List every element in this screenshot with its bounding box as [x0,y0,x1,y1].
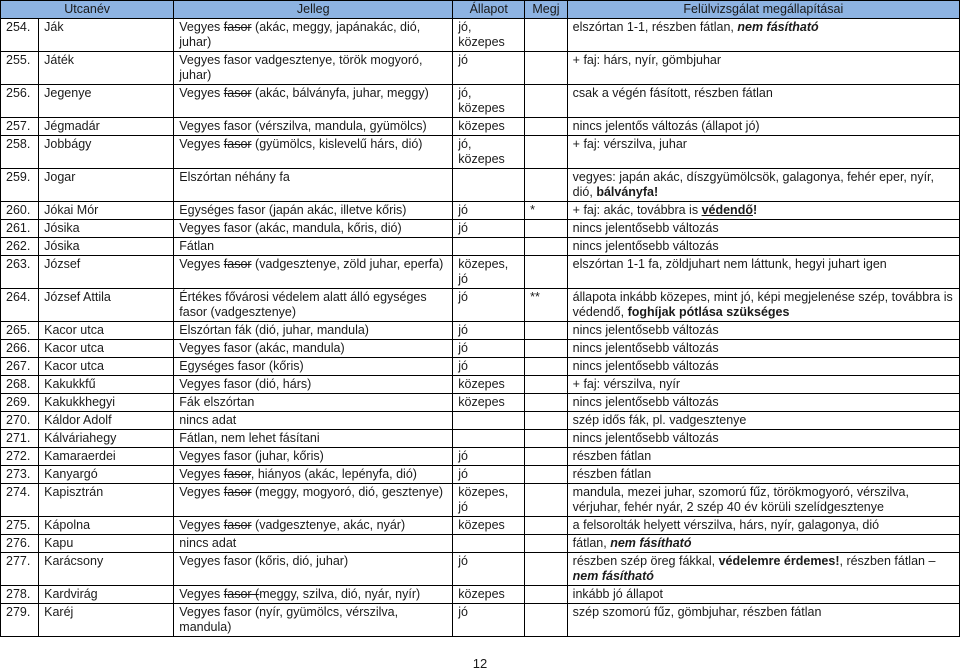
cell-jelleg [174,289,453,322]
cell-number: 269. [1,394,39,412]
table-row [1,394,960,412]
cell-street-name: Kardvirág [39,586,174,604]
cell-jelleg-segment: Vegyes [179,137,224,151]
cell-felulvizsgalat-segment: nem fásítható [572,569,654,583]
cell-jelleg-segment: fasor [223,86,252,100]
table-row [1,238,960,256]
cell-megj [525,412,568,430]
table-row [1,586,960,604]
cell-jelleg [174,553,453,586]
cell-felulvizsgalat-segment: védelemre érdemes! [718,554,840,568]
cell-number: 268. [1,376,39,394]
cell-number: 270. [1,412,39,430]
table-row [1,52,960,85]
cell-felulvizsgalat-segment: elszórtan 1-1 fa, zöldjuhart nem láttunk, hegyi juhart igen [572,257,887,271]
cell-allapot: közepes [453,517,525,535]
table-body [1,19,960,637]
cell-jelleg-segment: fasor [223,485,252,499]
cell-jelleg [174,430,453,448]
cell-felulvizsgalat-segment: állapota inkább közepes, mint jó, képi megjelenése szép, továbbra is védendő, [572,290,953,319]
cell-allapot: jó [453,604,525,637]
cell-megj [525,136,568,169]
cell-jelleg-segment: meggy, szilva, dió, nyár, nyír) [259,587,421,601]
table-row [1,256,960,289]
cell-number: 275. [1,517,39,535]
cell-allapot: közepes, jó [453,484,525,517]
cell-jelleg [174,202,453,220]
table-row [1,535,960,553]
cell-street-name: Jogar [39,169,174,202]
cell-megj [525,19,568,52]
cell-jelleg [174,340,453,358]
cell-jelleg [174,412,453,430]
cell-jelleg-segment: Vegyes fasor (kőris, dió, juhar) [179,554,349,568]
cell-jelleg-segment: Értékes fővárosi védelem alatt álló egységes fasor (vadgesztenye) [179,290,427,319]
cell-felulvizsgalat-segment: vegyes: japán akác, díszgyümölcsök, galagonya, fehér eper, nyír, dió, [572,170,934,199]
cell-felulvizsgalat-segment: inkább jó állapot [572,587,664,601]
cell-felulvizsgalat-segment: ! [752,203,758,217]
cell-felulvizsgalat-segment: védendő [701,203,753,217]
table-row [1,448,960,466]
cell-felulvizsgalat [567,604,959,637]
cell-street-name: Jósika [39,220,174,238]
cell-felulvizsgalat [567,220,959,238]
table-row [1,358,960,376]
table-row [1,136,960,169]
cell-jelleg-segment: Egységes fasor (japán akác, illetve kőris) [179,203,407,217]
cell-number: 276. [1,535,39,553]
table-row [1,553,960,586]
cell-jelleg [174,238,453,256]
cell-number: 254. [1,19,39,52]
cell-jelleg-segment: Vegyes [179,518,224,532]
table-row [1,169,960,202]
cell-street-name: Kapu [39,535,174,553]
cell-megj [525,322,568,340]
cell-street-name: József Attila [39,289,174,322]
cell-jelleg-segment: Vegyes [179,86,224,100]
cell-megj [525,448,568,466]
cell-megj [525,553,568,586]
cell-jelleg-segment: , hiányos (akác, lepényfa, dió) [250,467,417,481]
cell-allapot: jó [453,220,525,238]
table-row [1,322,960,340]
cell-allapot: jó [453,289,525,322]
table-row [1,412,960,430]
cell-jelleg-segment: fasor [223,467,251,481]
cell-allapot: közepes [453,118,525,136]
cell-street-name: Kápolna [39,517,174,535]
cell-jelleg-segment: Fátlan [179,239,215,253]
cell-jelleg [174,220,453,238]
cell-jelleg [174,19,453,52]
cell-felulvizsgalat-segment: szép szomorú fűz, gömbjuhar, részben fátlan [572,605,822,619]
cell-number: 267. [1,358,39,376]
cell-street-name: Jókai Mór [39,202,174,220]
cell-jelleg [174,376,453,394]
cell-allapot: jó [453,340,525,358]
cell-felulvizsgalat [567,430,959,448]
table-header-row [1,1,960,19]
cell-jelleg-segment: (vadgesztenye, akác, nyár) [251,518,406,532]
cell-megj [525,604,568,637]
cell-felulvizsgalat-segment: nem fásítható [737,20,819,34]
cell-felulvizsgalat-segment: szép idős fák, pl. vadgesztenye [572,413,747,427]
cell-street-name: Jégmadár [39,118,174,136]
cell-felulvizsgalat [567,118,959,136]
cell-allapot: közepes [453,394,525,412]
cell-jelleg-segment: Fák elszórtan [179,395,255,409]
cell-jelleg [174,466,453,484]
cell-number: 273. [1,466,39,484]
cell-felulvizsgalat-segment: + faj: hárs, nyír, gömbjuhar [572,53,722,67]
cell-number: 258. [1,136,39,169]
cell-allapot [453,238,525,256]
cell-jelleg [174,448,453,466]
cell-allapot: jó [453,358,525,376]
cell-felulvizsgalat [567,256,959,289]
cell-jelleg [174,586,453,604]
cell-jelleg-segment: fasor [223,20,252,34]
cell-megj [525,358,568,376]
cell-jelleg [174,256,453,289]
cell-number: 261. [1,220,39,238]
cell-number: 263. [1,256,39,289]
cell-felulvizsgalat [567,85,959,118]
cell-felulvizsgalat [567,394,959,412]
cell-megj [525,586,568,604]
cell-megj [525,85,568,118]
cell-felulvizsgalat-segment: mandula, mezei juhar, szomorú fűz, törökmogyoró, vérszilva, vérjuhar, fehér nyár, 2 szép 40 év körüli szelídgesztenye [572,485,909,514]
cell-jelleg-segment: Egységes fasor (kőris) [179,359,304,373]
cell-number: 278. [1,586,39,604]
cell-number: 262. [1,238,39,256]
cell-jelleg-segment: (akác, meggy, japánakác, dió, juhar) [179,20,421,49]
cell-street-name: Jósika [39,238,174,256]
cell-megj: * [525,202,568,220]
cell-number: 265. [1,322,39,340]
cell-felulvizsgalat-segment: nincs jelentősebb változás [572,431,719,445]
cell-jelleg-segment: Vegyes fasor (akác, mandula) [179,341,345,355]
cell-jelleg-segment: (meggy, mogyoró, dió, gesztenye) [251,485,444,499]
table-row [1,466,960,484]
cell-jelleg [174,535,453,553]
cell-street-name: Kakukkfű [39,376,174,394]
table-row [1,118,960,136]
cell-felulvizsgalat [567,322,959,340]
cell-felulvizsgalat-segment: nincs jelentősebb változás [572,395,719,409]
cell-jelleg [174,118,453,136]
cell-jelleg [174,358,453,376]
cell-megj [525,220,568,238]
cell-allapot: jó [453,553,525,586]
table-row [1,604,960,637]
cell-felulvizsgalat-segment: csak a végén fásított, részben fátlan [572,86,773,100]
cell-felulvizsgalat [567,535,959,553]
cell-street-name: Jobbágy [39,136,174,169]
cell-jelleg-segment: fasor [223,137,252,151]
cell-jelleg-segment: Vegyes [179,485,224,499]
table-row [1,517,960,535]
cell-jelleg-segment: Vegyes fasor (juhar, kőris) [179,449,324,463]
cell-felulvizsgalat [567,586,959,604]
cell-street-name: Kapisztrán [39,484,174,517]
cell-allapot: jó [453,202,525,220]
cell-street-name: Jegenye [39,85,174,118]
cell-megj [525,340,568,358]
cell-felulvizsgalat [567,136,959,169]
cell-allapot: jó, közepes [453,136,525,169]
cell-felulvizsgalat [567,358,959,376]
cell-number: 277. [1,553,39,586]
cell-felulvizsgalat-segment: fátlan, [572,536,611,550]
cell-felulvizsgalat-segment: foghíjak pótlása szükséges [627,305,790,319]
cell-allapot [453,169,525,202]
cell-number: 256. [1,85,39,118]
cell-felulvizsgalat [567,448,959,466]
cell-street-name: Kacor utca [39,322,174,340]
cell-jelleg-segment: Vegyes [179,587,224,601]
cell-number: 274. [1,484,39,517]
cell-megj [525,238,568,256]
cell-jelleg-segment: Vegyes [179,20,224,34]
table-row [1,202,960,220]
cell-number: 266. [1,340,39,358]
cell-jelleg [174,169,453,202]
cell-jelleg-segment: Vegyes [179,257,224,271]
cell-number: 259. [1,169,39,202]
cell-felulvizsgalat [567,517,959,535]
cell-jelleg [174,322,453,340]
cell-number: 271. [1,430,39,448]
cell-jelleg [174,484,453,517]
page-number: 12 [472,656,488,671]
cell-street-name: Kálváriahegy [39,430,174,448]
cell-megj: ** [525,289,568,322]
table-row [1,220,960,238]
table-row [1,376,960,394]
cell-felulvizsgalat-segment: nincs jelentősebb változás [572,239,719,253]
cell-felulvizsgalat-segment: bálványfa! [596,185,659,199]
cell-megj [525,256,568,289]
cell-allapot: közepes [453,586,525,604]
cell-allapot [453,412,525,430]
cell-felulvizsgalat [567,238,959,256]
cell-felulvizsgalat-segment: nincs jelentősebb változás [572,359,719,373]
cell-megj [525,169,568,202]
cell-allapot: közepes [453,376,525,394]
cell-allapot: jó [453,322,525,340]
cell-jelleg-segment: fasor ( [223,587,260,601]
cell-felulvizsgalat-segment: nincs jelentősebb változás [572,341,719,355]
cell-street-name: Játék [39,52,174,85]
cell-megj [525,517,568,535]
cell-jelleg-segment: Vegyes fasor (vérszilva, mandula, gyümölcs) [179,119,427,133]
table-row [1,484,960,517]
cell-jelleg [174,136,453,169]
cell-street-name: Kacor utca [39,340,174,358]
cell-jelleg-segment: Vegyes fasor (nyír, gyümölcs, vérszilva, mandula) [179,605,399,634]
cell-street-name: Karácsony [39,553,174,586]
cell-felulvizsgalat [567,412,959,430]
cell-jelleg-segment: fasor [223,518,252,532]
cell-jelleg-segment: (vadgesztenye, zöld juhar, eperfa) [251,257,444,271]
cell-felulvizsgalat-segment: nem fásítható [610,536,692,550]
cell-jelleg [174,52,453,85]
header-jelleg: Jelleg [174,1,453,19]
cell-felulvizsgalat-segment: részben fátlan [572,449,652,463]
table-row [1,19,960,52]
cell-allapot: jó, közepes [453,85,525,118]
cell-felulvizsgalat [567,289,959,322]
cell-jelleg-segment: (gyümölcs, kislevelű hárs, dió) [251,137,423,151]
cell-felulvizsgalat [567,202,959,220]
cell-jelleg-segment: nincs adat [179,536,237,550]
cell-felulvizsgalat-segment: + faj: vérszilva, nyír [572,377,680,391]
cell-felulvizsgalat-segment: nincs jelentős változás (állapot jó) [572,119,760,133]
cell-felulvizsgalat [567,169,959,202]
cell-megj [525,535,568,553]
cell-felulvizsgalat-segment: részben szép öreg fákkal, [572,554,719,568]
table-row [1,85,960,118]
cell-jelleg-segment: Elszórtan fák (dió, juhar, mandula) [179,323,369,337]
cell-felulvizsgalat-segment: részben fátlan [572,467,652,481]
cell-jelleg-segment: fasor [223,257,252,271]
cell-megj [525,430,568,448]
cell-number: 279. [1,604,39,637]
cell-jelleg-segment: Vegyes fasor vadgesztenye, török mogyoró, juhar) [179,53,423,82]
cell-jelleg [174,517,453,535]
cell-jelleg-segment: nincs adat [179,413,237,427]
cell-allapot: jó [453,466,525,484]
cell-allapot: közepes, jó [453,256,525,289]
cell-jelleg-segment: Vegyes [179,467,224,481]
cell-jelleg-segment: Elszórtan néhány fa [179,170,290,184]
cell-megj [525,376,568,394]
cell-felulvizsgalat [567,376,959,394]
cell-street-name: Karéj [39,604,174,637]
cell-street-name: Káldor Adolf [39,412,174,430]
header-megj: Megj [525,1,568,19]
cell-jelleg [174,85,453,118]
cell-street-name: Kakukkhegyi [39,394,174,412]
cell-jelleg-segment: Vegyes fasor (akác, mandula, kőris, dió) [179,221,402,235]
cell-allapot: jó [453,448,525,466]
cell-jelleg [174,394,453,412]
cell-megj [525,484,568,517]
cell-felulvizsgalat-segment: elszórtan 1-1, részben fátlan, [572,20,738,34]
cell-allapot: jó, közepes [453,19,525,52]
cell-street-name: József [39,256,174,289]
cell-street-name: Kamaraerdei [39,448,174,466]
cell-felulvizsgalat-segment: nincs jelentősebb változás [572,323,719,337]
cell-felulvizsgalat [567,484,959,517]
cell-felulvizsgalat [567,52,959,85]
cell-felulvizsgalat-segment: a felsorolták helyett vérszilva, hárs, nyír, galagonya, dió [572,518,880,532]
cell-felulvizsgalat [567,340,959,358]
header-felulvizsgalat: Felülvizsgálat megállapításai [567,1,959,19]
table-row [1,340,960,358]
cell-felulvizsgalat [567,466,959,484]
cell-street-name: Kacor utca [39,358,174,376]
cell-felulvizsgalat-segment: , részben fátlan – [839,554,936,568]
cell-allapot [453,430,525,448]
cell-felulvizsgalat-segment: + faj: vérszilva, juhar [572,137,687,151]
header-utcanev: Utcanév [1,1,174,19]
cell-number: 264. [1,289,39,322]
cell-megj [525,118,568,136]
header-allapot: Állapot [453,1,525,19]
table-row [1,289,960,322]
cell-felulvizsgalat-segment: + faj: akác, továbbra is [572,203,702,217]
cell-jelleg-segment: Vegyes fasor (dió, hárs) [179,377,312,391]
cell-felulvizsgalat [567,19,959,52]
cell-megj [525,52,568,85]
cell-number: 257. [1,118,39,136]
cell-allapot: jó [453,52,525,85]
cell-number: 260. [1,202,39,220]
cell-number: 255. [1,52,39,85]
table-row [1,430,960,448]
cell-street-name: Ják [39,19,174,52]
cell-jelleg-segment: (akác, bálványfa, juhar, meggy) [251,86,429,100]
cell-jelleg [174,604,453,637]
cell-megj [525,466,568,484]
cell-megj [525,394,568,412]
cell-number: 272. [1,448,39,466]
cell-jelleg-segment: Fátlan, nem lehet fásítani [179,431,320,445]
cell-allapot [453,535,525,553]
cell-felulvizsgalat-segment: nincs jelentősebb változás [572,221,719,235]
cell-street-name: Kanyargó [39,466,174,484]
cell-felulvizsgalat [567,553,959,586]
